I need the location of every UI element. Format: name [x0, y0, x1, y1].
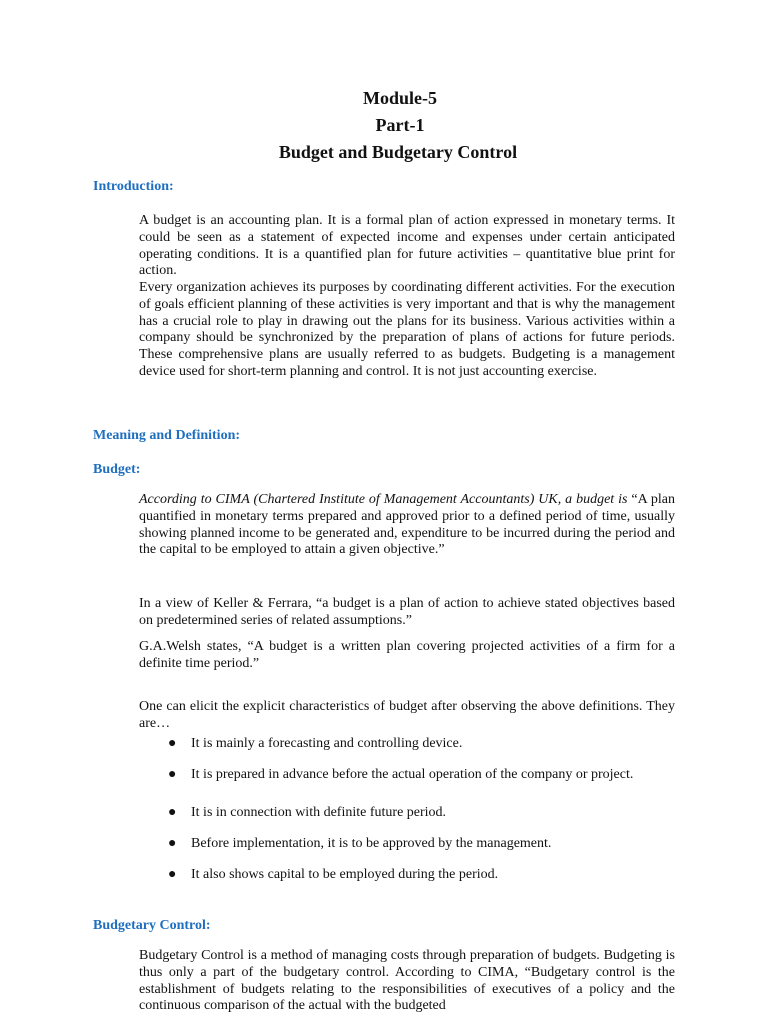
bullet-icon: ●	[168, 767, 177, 782]
part-title: Part-1	[375, 115, 425, 135]
bullet-icon: ●	[168, 805, 177, 820]
list-item-text: Before implementation, it is to be approved by the management.	[191, 836, 552, 851]
introduction-paragraph-1: A budget is an accounting plan. It is a formal plan of action expressed in monetary terms. It could be seen as a statement of expected income and expenses under certain anticipated operating conditions. It is a quantified plan for future activities – quantitative blue print for action.	[139, 213, 675, 279]
keller-ferrara-definition: In a view of Keller & Ferrara, “a budget is a plan of action to achieve stated objectives based on predetermined series of related assumptions.”	[139, 596, 675, 628]
introduction-paragraph-2: Every organization achieves its purposes by coordinating different activities. For the execution of goals efficient planning of these activities is very important and that is why the management has a crucial role to play in drawing out the plans for its business. Various activities within a company should be synchronized by the preparation of plans of actions for future periods. These comprehensive plans are usually referred to as budgets. Budgeting is a management device used for short-term planning and control. It is not just accounting exercise.	[139, 280, 675, 379]
budgetary-control-heading: Budgetary Control:	[93, 918, 211, 933]
module-title: Module-5	[363, 88, 437, 108]
budgetary-control-paragraph: Budgetary Control is a method of managing costs through preparation of budgets. Budgeting is thus only a part of the budgetary control. According to CIMA, “Budgetary control is the establishment of budgets relating to the responsibilities of executives of a policy and the continuous comparison of the actual with the budgeted	[139, 948, 675, 1014]
bullet-icon: ●	[168, 836, 177, 851]
list-item-text: It is prepared in advance before the actual operation of the company or project.	[191, 767, 634, 782]
list-item	[168, 736, 675, 753]
list-item-text: It is in connection with definite future period.	[191, 805, 447, 820]
list-item	[168, 767, 675, 784]
cima-attribution: According to CIMA (Chartered Institute of Management Accountants) UK, a budget is	[139, 492, 628, 507]
list-item	[168, 867, 675, 884]
welsh-definition: G.A.Welsh states, “A budget is a written plan covering projected activities of a firm for a definite time period.”	[139, 639, 675, 671]
characteristics-intro: One can elicit the explicit characteristics of budget after observing the above definitions. They are…	[139, 699, 675, 731]
bullet-icon: ●	[168, 867, 177, 882]
introduction-heading: Introduction:	[93, 179, 174, 194]
budget-heading: Budget:	[93, 462, 141, 477]
list-item	[168, 836, 675, 853]
list-item-text: It is mainly a forecasting and controlling device.	[191, 736, 463, 751]
bullet-icon: ●	[168, 736, 177, 751]
list-item	[168, 805, 675, 822]
meaning-definition-heading: Meaning and Definition:	[93, 428, 241, 443]
cima-quote: “A plan quantified in monetary terms prepared and approved prior to a defined period of time, usually showing planned income to be generated and, expenditure to be incurred during the period and the capital to be employed to attain a given objective.”	[139, 492, 676, 558]
topic-title: Budget and Budgetary Control	[278, 142, 518, 162]
list-item-text: It also shows capital to be employed during the period.	[191, 867, 499, 882]
cima-definition	[139, 492, 675, 559]
